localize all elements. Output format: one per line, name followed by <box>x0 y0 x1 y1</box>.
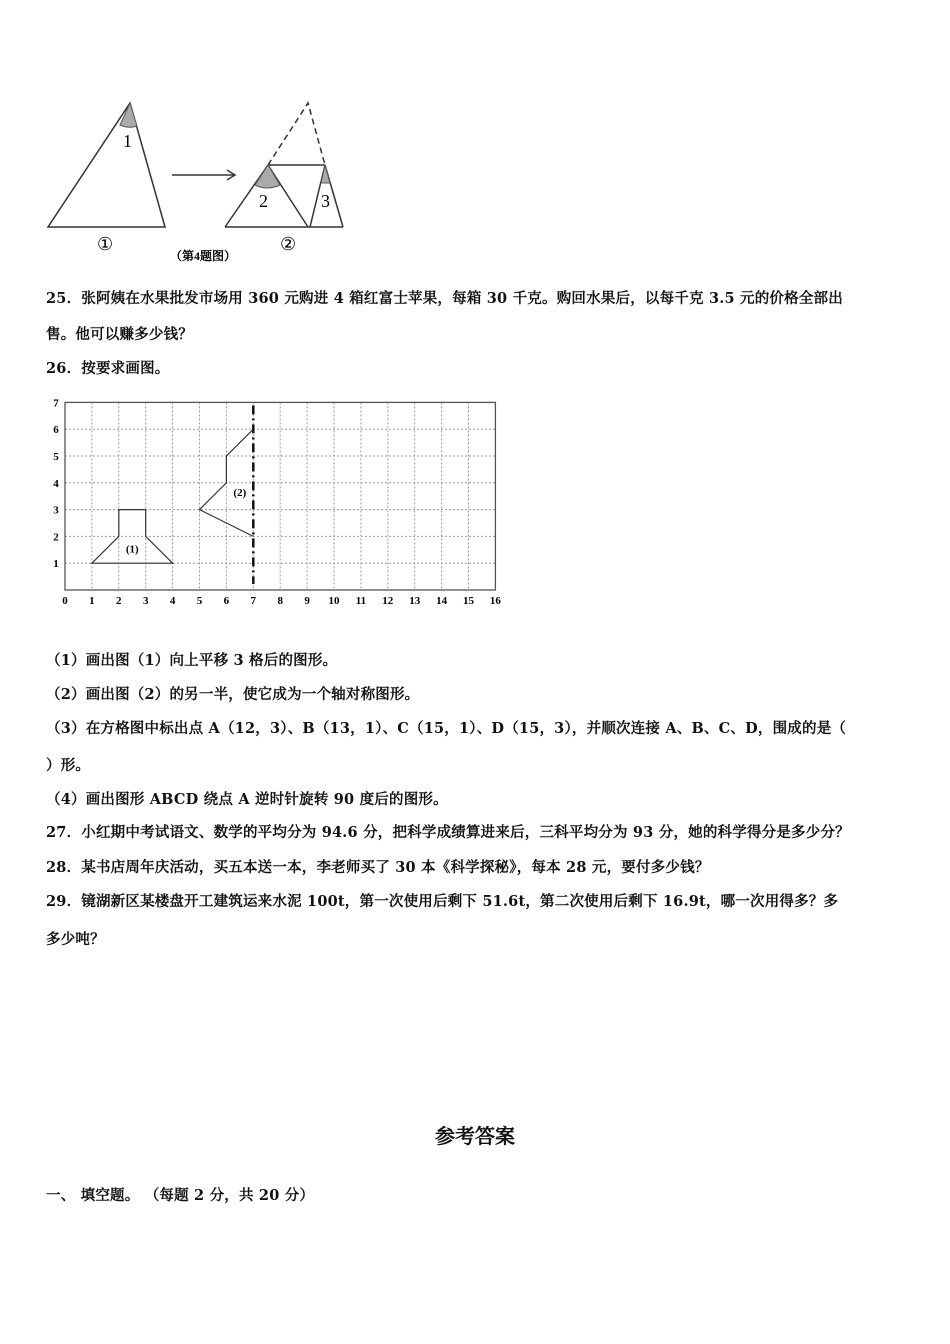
question-26-sub4: （4）画出图形 ABCD 绕点 A 逆时针旋转 90 度后的图形。 <box>46 791 448 808</box>
angle-2-label: 2 <box>259 191 268 211</box>
y-tick-label: 7 <box>53 397 59 410</box>
figure-1-label: ① <box>97 234 114 254</box>
answers-title: 参考答案 <box>435 1124 515 1148</box>
question-26-sub2: （2）画出图（2）的另一半，使它成为一个轴对称图形。 <box>46 686 420 703</box>
y-tick-label: 6 <box>53 424 59 437</box>
question-29-line1: 29．镜湖新区某楼盘开工建筑运来水泥 100t，第一次使用后剩下 51.6t，第二次使用后剩下 16.9t，哪一次用得多？多 <box>46 893 839 910</box>
x-tick-label: 3 <box>142 595 149 607</box>
x-tick-label: 15 <box>463 595 474 607</box>
x-tick-label: 11 <box>355 595 367 607</box>
triangle-figure <box>40 95 360 265</box>
figure-2-label: ② <box>280 234 297 254</box>
x-tick-label: 4 <box>169 595 176 607</box>
angle-1-label: 1 <box>123 131 132 151</box>
triangle-1 <box>48 103 165 227</box>
x-tick-label: 9 <box>304 595 310 607</box>
x-tick-label: 8 <box>277 595 283 607</box>
figure-caption: （第4题图） <box>170 249 237 263</box>
question-26-sub3: （3）在方格图中标出点 A（12，3）、B（13，1）、C（15，1）、D（15，3），并顺次连接 A、B、C、D，围成的是（ <box>46 720 847 737</box>
x-tick-label: 13 <box>409 595 421 607</box>
question-25-line1: 25．张阿姨在水果批发市场用 360 元购进 4 箱红富士苹果，每箱 30 千克。购回水果后，以每千克 3.5 元的价格全部出 <box>46 290 843 307</box>
question-29-line2: 多少吨？ <box>46 931 105 948</box>
x-tick-label: 6 <box>223 595 230 607</box>
x-tick-label: 1 <box>89 595 95 607</box>
question-26-title: 26．按要求画图。 <box>46 360 170 377</box>
question-28: 28．某书店周年庆活动，买五本送一本，李老师买了 30 本《科学探秘》，每本 28 元，要付多少钱？ <box>46 859 710 876</box>
angle-3-label: 3 <box>321 191 330 211</box>
shape-1-label: (1) <box>125 543 139 556</box>
answers-section-1: 一、 填空题。 （每题 2 分，共 20 分） <box>46 1187 315 1204</box>
x-tick-label: 12 <box>382 595 394 607</box>
y-tick-label: 5 <box>53 451 59 463</box>
x-tick-label: 2 <box>116 595 122 607</box>
question-25-line2: 售。他可以赚多少钱？ <box>46 326 193 343</box>
y-tick-label: 3 <box>53 504 59 517</box>
x-tick-label: 7 <box>250 595 257 607</box>
x-tick-label: 0 <box>62 595 68 607</box>
x-tick-label: 5 <box>196 595 203 607</box>
x-tick-label: 16 <box>489 595 501 607</box>
coordinate-grid <box>40 390 510 610</box>
question-26-sub1: （1）画出图（1）向上平移 3 格后的图形。 <box>46 652 338 669</box>
question-26-sub3-cont: ）形。 <box>46 757 91 774</box>
shape-2-label: (2) <box>233 487 247 500</box>
y-tick-label: 1 <box>53 558 59 571</box>
y-tick-label: 2 <box>53 531 59 544</box>
y-tick-label: 4 <box>53 477 59 490</box>
x-tick-label: 10 <box>328 595 340 607</box>
x-tick-label: 14 <box>436 595 448 607</box>
question-27: 27．小红期中考试语文、数学的平均分为 94.6 分，把科学成绩算进来后，三科平均分为 93 分，她的科学得分是多少分？ <box>46 824 850 841</box>
